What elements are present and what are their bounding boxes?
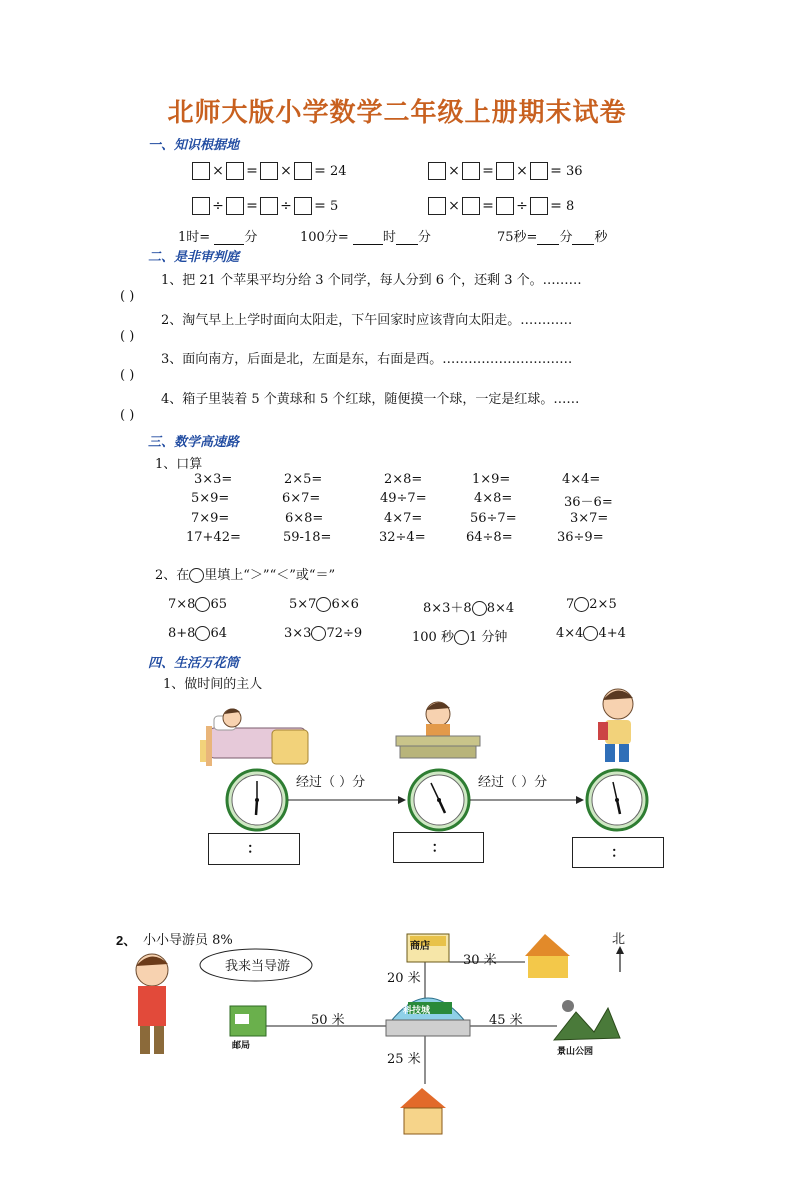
compare-item: 4×4 4+4: [556, 626, 626, 641]
blank-box[interactable]: [530, 162, 548, 180]
oral-calc: 7×9=: [191, 511, 230, 526]
compare-circle[interactable]: [574, 597, 589, 612]
oral-calc: 1×9=: [472, 472, 511, 487]
compare-item: 5×7 6×6: [289, 597, 359, 612]
eating-boy-icon: [396, 702, 480, 758]
section3-heading: 三、数学高速路: [148, 435, 240, 450]
oral-calc: 5×9=: [191, 491, 230, 506]
distance-top: 20 米: [387, 971, 421, 986]
clock-icon: [409, 770, 469, 830]
time-master-label: 1、做时间的主人: [163, 677, 263, 692]
judgement-item-4: 4、箱子里装着 5 个黄球和 5 个红球，随便摸一个球，一定是红球。……: [161, 392, 580, 407]
compare-circle[interactable]: [195, 626, 210, 641]
conversion-3: 75秒= 分 秒: [497, 230, 608, 245]
judgement-answer-4[interactable]: ( ): [120, 408, 135, 423]
compare-circle[interactable]: [583, 626, 598, 641]
post-office-icon: [230, 1006, 266, 1036]
section1-heading: 一、知识根据地: [148, 138, 240, 153]
distance-topright: 30 米: [463, 953, 497, 968]
oral-calc: 36－6=: [564, 495, 613, 510]
cottage-icon: [400, 1088, 446, 1134]
oral-calc: 2×5=: [284, 472, 323, 487]
distance-right: 45 米: [489, 1013, 523, 1028]
compare-circle[interactable]: [454, 630, 469, 645]
circle-icon: [189, 568, 204, 583]
house-icon: [525, 934, 570, 978]
equation-4: × = ÷ = 8: [428, 197, 574, 215]
compare-circle[interactable]: [311, 626, 326, 641]
clock-icon: [227, 770, 287, 830]
oral-calc: 56÷7=: [470, 511, 517, 526]
blank-box[interactable]: [530, 197, 548, 215]
compare-instruction: 2、在 里填上“＞”“＜”或“＝”: [155, 568, 336, 583]
judgement-answer-2[interactable]: ( ): [120, 329, 135, 344]
oral-calc: 3×7=: [570, 511, 609, 526]
time-answer-box[interactable]: ：: [393, 832, 484, 863]
compare-item: 100 秒 1 分钟: [412, 630, 508, 645]
time-answer-box[interactable]: ：: [208, 833, 300, 865]
oral-calc-label: 1、口算: [155, 457, 203, 472]
page-title: 北师大版小学数学二年级上册期末试卷: [167, 98, 627, 128]
blank-box[interactable]: [260, 162, 278, 180]
oral-calc: 32÷4=: [379, 530, 426, 545]
blank-box[interactable]: [496, 162, 514, 180]
time-answer-box[interactable]: ：: [572, 837, 664, 868]
time-illustration: [200, 688, 670, 838]
oral-calc: 64÷8=: [466, 530, 513, 545]
compare-item: 8+8 64: [168, 626, 227, 641]
walking-boy-icon: [598, 689, 633, 762]
oral-calc: 4×7=: [384, 511, 423, 526]
judgement-item-3: 3、面向南方，后面是北，左面是东，右面是西。…………………………: [161, 352, 573, 367]
guide-boy-icon: [136, 954, 168, 1054]
blank-box[interactable]: [192, 162, 210, 180]
equation-1: × = × = 24: [192, 162, 347, 180]
oral-calc: 2×8=: [384, 472, 423, 487]
distance-bottom: 25 米: [387, 1052, 421, 1067]
oral-calc: 4×8=: [474, 491, 513, 506]
oral-calc: 6×7=: [282, 491, 321, 506]
judgement-answer-1[interactable]: ( ): [120, 289, 135, 304]
answer-blank[interactable]: [537, 229, 559, 245]
conversion-2: 100分= 时 分: [300, 230, 431, 245]
blank-box[interactable]: [462, 162, 480, 180]
tour-guide-label: 小小导游员 8%: [143, 933, 233, 948]
answer-blank[interactable]: [353, 229, 383, 245]
shop-label: 商店: [410, 941, 430, 952]
answer-blank[interactable]: [396, 229, 418, 245]
blank-box[interactable]: [260, 197, 278, 215]
judgement-item-2: 2、淘气早上上学时面向太阳走，下午回家时应该背向太阳走。…………: [161, 313, 573, 328]
oral-calc: 17+42=: [186, 530, 241, 545]
compare-circle[interactable]: [195, 597, 210, 612]
blank-box[interactable]: [428, 162, 446, 180]
park-label: 景山公园: [557, 1046, 594, 1056]
compare-item: 3×3 72÷9: [284, 626, 363, 641]
park-icon: [554, 1000, 620, 1040]
blank-box[interactable]: [294, 162, 312, 180]
interval-label-2: 经过（ ）分: [478, 775, 548, 790]
compare-item: 7×8 65: [168, 597, 227, 612]
tech-center-label: 科技城: [403, 1005, 431, 1015]
answer-blank[interactable]: [214, 229, 244, 245]
compare-item: 8×3＋8 8×4: [423, 601, 515, 616]
blank-box[interactable]: [226, 197, 244, 215]
bed-icon: [200, 708, 308, 766]
equation-2: × = × = 36: [428, 162, 583, 180]
blank-box[interactable]: [192, 197, 210, 215]
distance-left: 50 米: [311, 1013, 345, 1028]
blank-box[interactable]: [428, 197, 446, 215]
equation-3: ÷ = ÷ = 5: [192, 197, 338, 215]
interval-label-1: 经过（ ）分: [296, 775, 366, 790]
judgement-item-1: 1、把 21 个苹果平均分给 3 个同学，每人分到 6 个，还剩 3 个。………: [161, 273, 582, 288]
clock-icon: [587, 770, 647, 830]
oral-calc: 4×4=: [562, 472, 601, 487]
post-office-label: 邮局: [232, 1040, 251, 1050]
oral-calc: 3×3=: [194, 472, 233, 487]
oral-calc: 49÷7=: [380, 491, 427, 506]
oral-calc: 59-18=: [283, 530, 332, 545]
compare-circle[interactable]: [316, 597, 331, 612]
oral-calc: 36÷9=: [557, 530, 604, 545]
judgement-answer-3[interactable]: ( ): [120, 368, 135, 383]
compare-item: 7 2×5: [566, 597, 617, 612]
compare-circle[interactable]: [472, 601, 487, 616]
blank-box[interactable]: [294, 197, 312, 215]
speech-text: 我来当导游: [225, 959, 291, 974]
blank-box[interactable]: [462, 197, 480, 215]
north-label: 北: [612, 932, 626, 947]
blank-box[interactable]: [226, 162, 244, 180]
oral-calc: 6×8=: [285, 511, 324, 526]
map-illustration: [120, 920, 680, 1140]
section2-heading: 二、是非审判庭: [148, 250, 240, 265]
section4-heading: 四、生活万花筒: [148, 656, 240, 671]
tour-guide-number: 2、: [116, 933, 137, 948]
blank-box[interactable]: [496, 197, 514, 215]
conversion-1: 1时= 分: [178, 230, 258, 245]
answer-blank[interactable]: [572, 229, 594, 245]
